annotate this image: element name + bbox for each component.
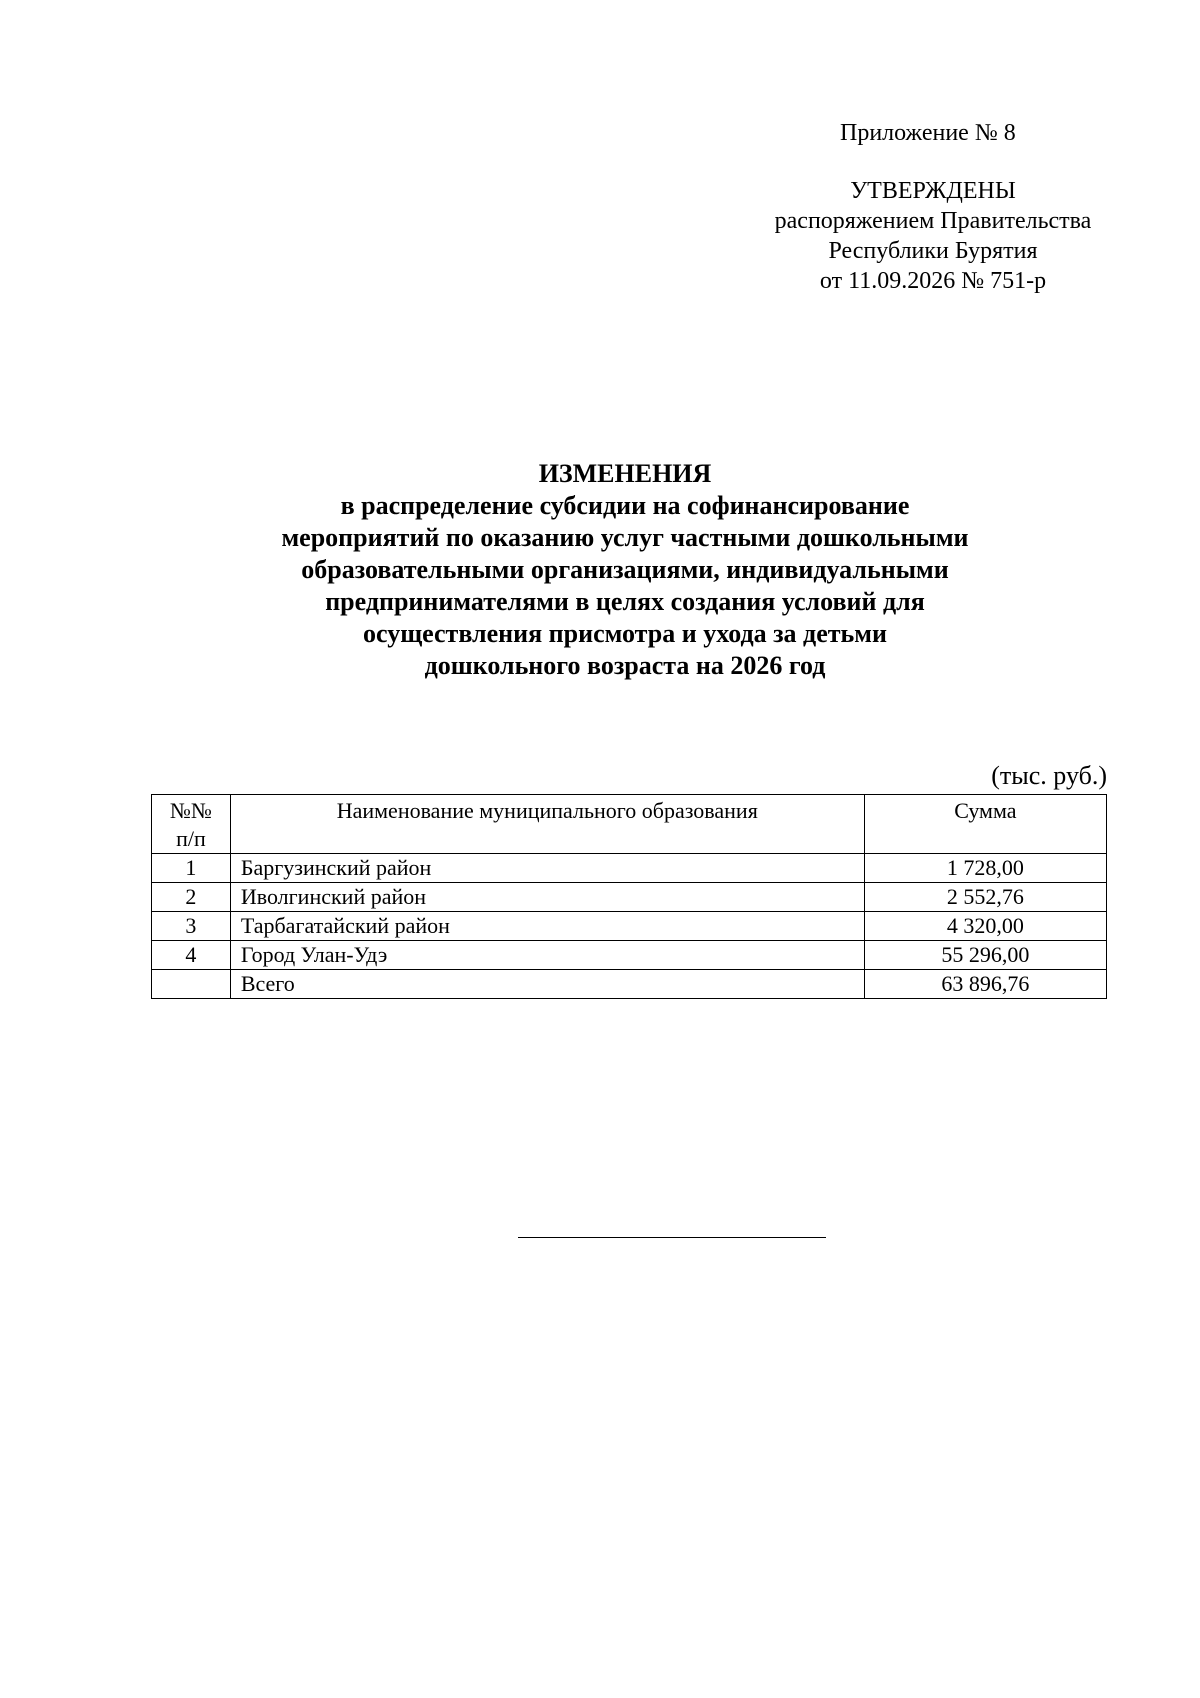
row-number: 4 [152,941,231,970]
appendix-label: Приложение № 8 [840,120,1016,146]
row-name: Тарбагатайский район [230,912,864,941]
header-number [152,795,231,854]
row-number: 3 [152,912,231,941]
header-number-line-2: п/п [176,826,206,851]
approval-block [758,176,1108,296]
distribution-table [151,794,1107,999]
header-number-line-1: №№ [169,798,212,823]
signature-line [518,1237,826,1238]
table-row [152,883,1107,912]
units-label: (тыс. руб.) [991,761,1107,790]
table-row [152,912,1107,941]
row-name: Город Улан-Удэ [230,941,864,970]
title-line-2: в распределение субсидии на софинансирование [340,491,910,520]
row-number: 1 [152,854,231,883]
title-line-7: дошкольного возраста на 2026 год [424,651,826,680]
row-sum: 1 728,00 [864,854,1106,883]
title-line-5: предпринимателями в целях создания условий для [325,587,925,616]
total-number [152,970,231,999]
row-name: Иволгинский район [230,883,864,912]
row-sum: 4 320,00 [864,912,1106,941]
table-header-row [152,795,1107,854]
header-sum: Сумма [864,795,1106,854]
approval-line-1: УТВЕРЖДЕНЫ [850,178,1016,204]
title-line-1: ИЗМЕНЕНИЯ [538,459,712,488]
header-name: Наименование муниципального образования [230,795,864,854]
total-name: Всего [230,970,864,999]
total-row [152,970,1107,999]
row-sum: 2 552,76 [864,883,1106,912]
row-number: 2 [152,883,231,912]
approval-line-3: Республики Бурятия [828,238,1038,264]
row-name: Баргузинский район [230,854,864,883]
row-sum: 55 296,00 [864,941,1106,970]
total-sum: 63 896,76 [864,970,1106,999]
approval-line-2: распоряжением Правительства [774,208,1092,234]
table-row [152,854,1107,883]
title-line-6: осуществления присмотра и ухода за детьми [363,619,887,648]
title-line-3: мероприятий по оказанию услуг частными дошкольными [281,523,969,552]
document-title [200,458,1050,682]
title-line-4: образовательными организациями, индивидуальными [301,555,949,584]
table-row [152,941,1107,970]
approval-line-4: от 11.09.2026 № 751-р [819,268,1047,294]
